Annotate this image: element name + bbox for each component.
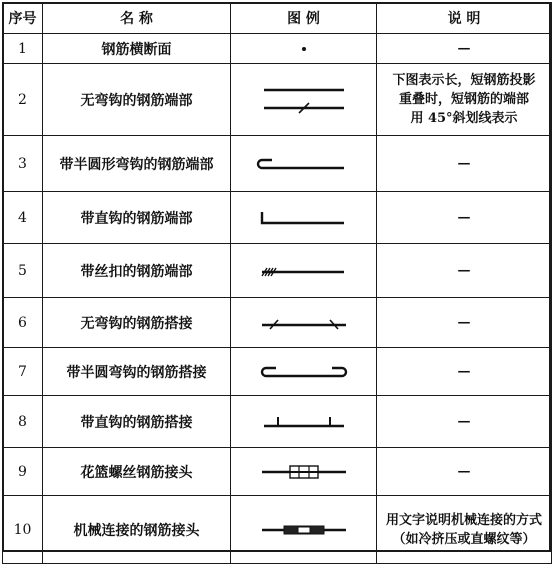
row-name: 带半圆形弯钩的钢筋端部	[43, 136, 231, 192]
row-index: 8	[3, 396, 43, 448]
row-index: 2	[3, 64, 43, 136]
header-description: 说 明	[377, 3, 552, 34]
description-line: 重叠时，短钢筋的端部	[398, 92, 529, 107]
row-index: 4	[3, 192, 43, 244]
row-description: —	[377, 244, 552, 298]
row-name: 花篮螺丝钢筋接头	[43, 448, 231, 496]
row-name: 带半圆弯钩的钢筋搭接	[43, 348, 231, 396]
row-index: 6	[3, 298, 43, 348]
row-name: 带直钩的钢筋搭接	[43, 396, 231, 448]
table-outer-border	[2, 2, 551, 552]
row-description: —	[377, 136, 552, 192]
row-index: 3	[3, 136, 43, 192]
row-description: —	[377, 396, 552, 448]
description-line: 用 45°斜划线表示	[410, 111, 518, 126]
row-index: 9	[3, 448, 43, 496]
row-index: 1	[3, 34, 43, 64]
row-name: 带直钩的钢筋端部	[43, 192, 231, 244]
header-name: 名 称	[43, 3, 231, 34]
header-figure: 图 例	[231, 3, 377, 34]
row-description: —	[377, 348, 552, 396]
row-description: —	[377, 298, 552, 348]
description-line: 下图表示长，短钢筋投影	[392, 73, 536, 88]
row-name: 无弯钩的钢筋搭接	[43, 298, 231, 348]
row-description: —	[377, 448, 552, 496]
description-line: （如冷挤压或直螺纹等）	[392, 531, 536, 547]
row-name: 带丝扣的钢筋端部	[43, 244, 231, 298]
row-description: —	[377, 34, 552, 64]
row-index: 5	[3, 244, 43, 298]
row-description: —	[377, 192, 552, 244]
row-name: 机械连接的钢筋接头	[43, 496, 231, 564]
description-line: 用文字说明机械连接的方式	[385, 512, 542, 528]
row-index: 10	[3, 496, 43, 564]
row-name: 钢筋横断面	[43, 34, 231, 64]
header-index: 序号	[3, 3, 43, 34]
row-name: 无弯钩的钢筋端部	[43, 64, 231, 136]
row-index: 7	[3, 348, 43, 396]
